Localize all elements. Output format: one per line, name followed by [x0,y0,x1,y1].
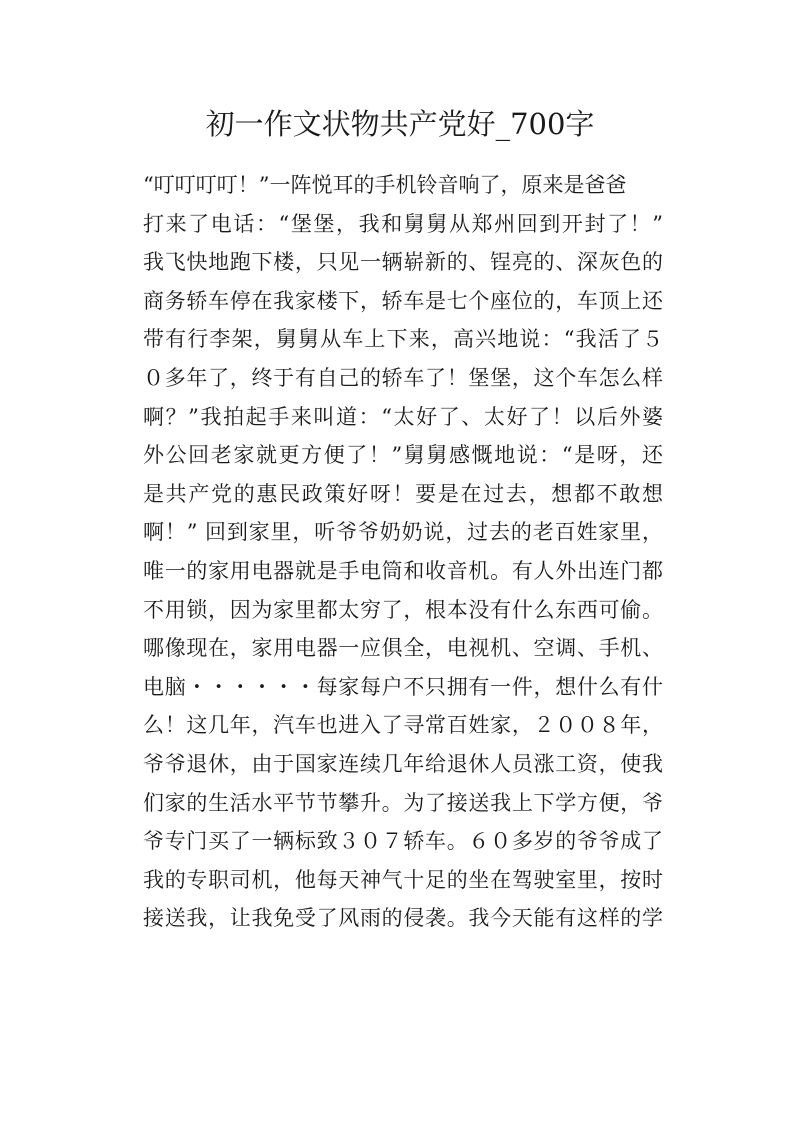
document-body [143,166,663,938]
text-line: 啊？”我拍起手来叫道：“太好了、太好了！以后外婆 [143,404,663,429]
document-title: 初一作文状物共产党好_700字 [205,107,595,141]
text-line: ０多年了，终于有自己的轿车了！堡堡，这个车怎么样 [143,365,663,390]
text-line: 我的专职司机，他每天神气十足的坐在驾驶室里，按时 [143,867,663,892]
text-line: 唯一的家用电器就是手电筒和收音机。有人外出连门都 [143,558,663,583]
text-line: 是共产党的惠民政策好呀！要是在过去，想都不敢想 [143,481,663,506]
text-line: 外公回老家就更方便了！”舅舅感慨地说：“是呀，还 [143,443,663,468]
text-line: 不用锁，因为家里都太穷了，根本没有什么东西可偷。 [143,597,663,622]
text-line: 我飞快地跑下楼，只见一辆崭新的、锃亮的、深灰色的 [143,250,663,275]
text-line: “叮叮叮叮！”一阵悦耳的手机铃音响了，原来是爸爸 [143,173,627,197]
text-line: 商务轿车停在我家楼下，轿车是七个座位的，车顶上还 [143,288,663,313]
text-line: 么！这几年，汽车也进入了寻常百姓家，２００８年， [143,713,663,738]
text-line: 爷专门买了一辆标致３０７轿车。６０多岁的爷爷成了 [143,829,663,854]
text-line: 哪像现在，家用电器一应俱全，电视机、空调、手机、 [143,636,663,661]
text-line: 接送我，让我免受了风雨的侵袭。我今天能有这样的学 [143,906,663,931]
text-line: 啊！” 回到家里，听爷爷奶奶说，过去的老百姓家里， [143,520,663,545]
text-line: 打来了电话：“堡堡，我和舅舅从郑州回到开封了！” [143,211,663,236]
text-line: 们家的生活水平节节攀升。为了接送我上下学方便，爷 [143,790,663,815]
text-line: 带有行李架，舅舅从车上下来，高兴地说：“我活了５ [143,327,663,352]
text-line: 电脑・・・・・・每家每户不只拥有一件，想什么有什 [143,674,663,699]
text-line: 爷爷退休，由于国家连续几年给退休人员涨工资，使我 [143,751,663,776]
